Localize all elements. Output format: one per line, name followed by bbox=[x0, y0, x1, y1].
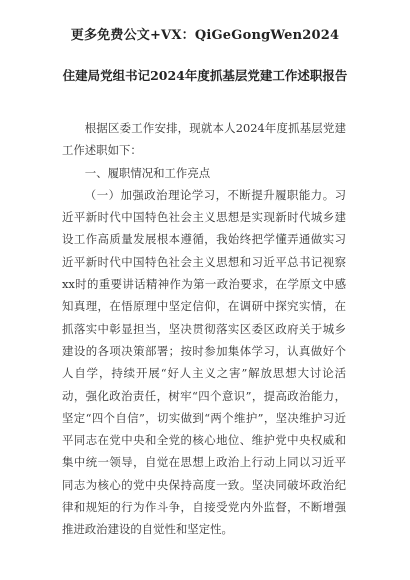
intro-paragraph: 根据区委工作安排，现就本人2024年度抓基层党建工作述职如下： bbox=[62, 121, 346, 158]
section-heading: 一、履职情况和工作亮点 bbox=[84, 165, 211, 180]
body-paragraph: （一）加强政治理论学习，不断提升履职能力。习近平新时代中国特色社会主义思想是实现新时代城乡建设工作高质量发展根本遵循，我始终把学懂弄通做实习近平新时代中国特色社会主义思想和习近平总书记视察xx时的重要讲话精神作为第一政治要求，在学原文中感知真理，在悟原理中坚定信仰，在调研中探究实情，在抓落实中彰显担当，坚决贯彻落实区委区政府关于城乡建设的各项决策部署；按时参加集体学习，认真做好个人自学，持续开展“好人主义之害”解放思想大讨论活动，强化政治责任，树牢“四个意识”，提高政治能力，坚定“四个自信”，切实做到“两个维护”，坚决维护习近平同志在党中央和全党的核心地位、维护党中央权威和集中统一领导，自觉在思想上政治上行动上同以习近平同志为核心的党中央保持高度一致。坚决同破坏政治纪律和规矩的行为作斗争，自接受党内外监督，不断增强推进政治建设的自觉性和坚定性。 bbox=[62, 187, 346, 537]
watermark-header: 更多免费公文+VX：QiGeGongWen2024 bbox=[70, 28, 340, 43]
document-title: 住建局党组书记2024年度抓基层党建工作述职报告 bbox=[62, 68, 348, 83]
document-body bbox=[62, 117, 346, 541]
